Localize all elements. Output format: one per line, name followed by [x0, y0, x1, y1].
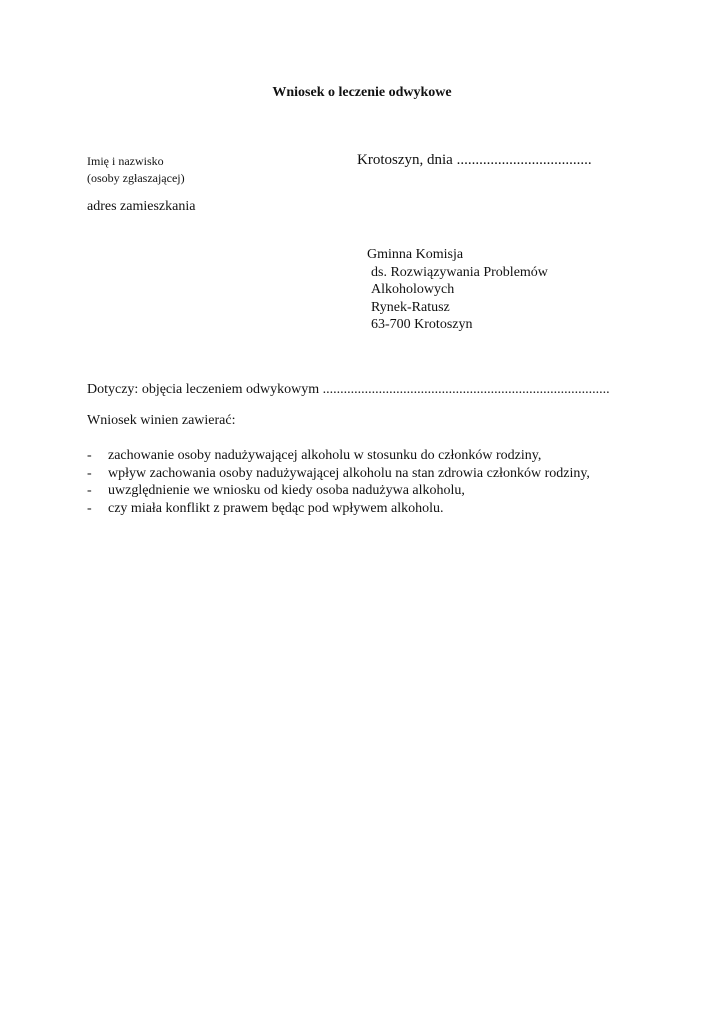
list-item — [87, 482, 590, 500]
applicant-name-sublabel: (osoby zgłaszającej) — [87, 171, 185, 185]
requirements-list — [87, 447, 590, 517]
addressee-block — [367, 246, 548, 334]
list-item-text: uwzględnienie we wniosku od kiedy osoba nadużywa alkoholu, — [108, 483, 465, 498]
addressee-line: Rynek-Ratusz — [371, 299, 450, 315]
place-date: Krotoszyn, dnia .................................... — [357, 152, 592, 168]
addressee-line: ds. Rozwiązywania Problemów — [371, 264, 548, 280]
list-item-text: czy miała konflikt z prawem będąc pod wpływem alkoholu. — [108, 500, 444, 516]
requirements-heading: Wniosek winien zawierać: — [87, 413, 236, 428]
address-label: adres zamieszkania — [87, 199, 196, 214]
list-item — [87, 465, 590, 483]
bullet-dash: - — [87, 465, 92, 481]
document-title: Wniosek o leczenie odwykowe — [272, 85, 452, 100]
bullet-dash: - — [87, 483, 92, 498]
addressee-line: Gminna Komisja — [367, 247, 464, 262]
list-item-text: wpływ zachowania osoby nadużywającej alkoholu na stan zdrowia członków rodziny, — [108, 465, 590, 481]
list-item-text: zachowanie osoby nadużywającej alkoholu w stosunku do członków rodziny, — [108, 448, 542, 463]
bullet-dash: - — [87, 500, 92, 516]
bullet-dash: - — [87, 448, 92, 463]
subject-line: Dotyczy: objęcia leczeniem odwykowym .................................................................................. — [87, 382, 610, 397]
list-item — [87, 500, 590, 518]
applicant-name-label: Imię i nazwisko — [87, 154, 164, 168]
addressee-line: Alkoholowych — [371, 282, 455, 297]
list-item — [87, 447, 590, 465]
addressee-line: 63-700 Krotoszyn — [371, 317, 473, 332]
